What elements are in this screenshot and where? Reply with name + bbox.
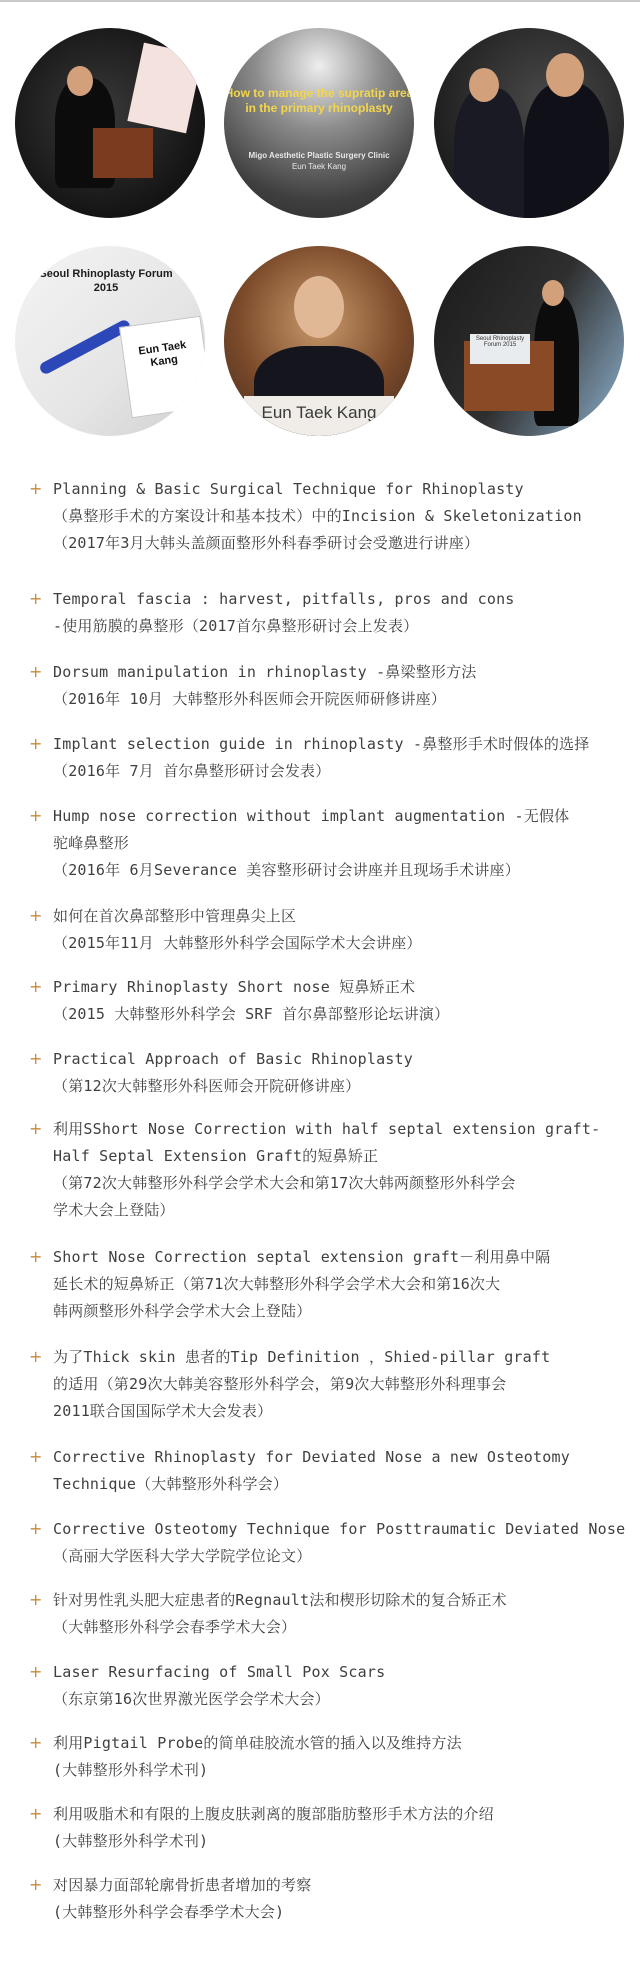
list-item-line: 的适用（第29次大韩美容整形外科学会，第9次大韩整形外科理事会: [53, 1375, 507, 1393]
plus-icon: +: [29, 1247, 43, 1266]
panelist-right-face: [546, 53, 584, 97]
plus-icon: +: [29, 1447, 43, 1466]
top-divider: [0, 0, 640, 2]
list-item-line: （东京第16次世界激光医学会学术大会）: [53, 1690, 330, 1708]
list-item: [0, 1874, 640, 1928]
plus-icon: +: [29, 1119, 43, 1138]
list-item: [0, 1246, 640, 1327]
list-item-line: (大韩整形外科学术刊): [53, 1832, 209, 1850]
list-item-line: Implant selection guide in rhinoplasty -鼻整形手术时假体的选择: [53, 735, 590, 753]
lanyard: [38, 318, 132, 376]
list-item-line: （2016年 10月 大韩整形外科医师会开院医师研修讲座）: [53, 690, 447, 708]
plus-icon: +: [29, 734, 43, 753]
photo-forum-stage: [434, 246, 624, 436]
list-item: [0, 733, 640, 787]
list-item-line: -使用筋膜的鼻整形（2017首尔鼻整形研讨会上发表）: [53, 617, 419, 635]
photo-forum-badge: [15, 246, 205, 436]
plus-icon: +: [29, 1049, 43, 1068]
plus-icon: +: [29, 1347, 43, 1366]
list-item-line: （大韩整形外科学会春季学术大会）: [53, 1618, 297, 1636]
list-item-line: Temporal fascia : harvest, pitfalls, pros and cons: [53, 590, 515, 608]
list-item-line: （2015 大韩整形外科学会 SRF 首尔鼻部整形论坛讲演）: [53, 1005, 450, 1023]
list-item-line: 如何在首次鼻部整形中管理鼻尖上区: [53, 907, 297, 925]
list-item-line: （2015年11月 大韩整形外科学会国际学术大会讲座）: [53, 934, 422, 952]
list-item: [0, 1446, 640, 1500]
list-item: [0, 1732, 640, 1786]
list-item-line: Technique（大韩整形外科学会）: [53, 1475, 289, 1493]
name-badge: [119, 316, 205, 419]
list-item: [0, 905, 640, 959]
list-item-line: Half Septal Extension Graft的短鼻矫正: [53, 1147, 379, 1165]
podium: [93, 128, 153, 178]
panelist-right: [524, 83, 609, 218]
list-item-line: Hump nose correction without implant augmentation -无假体: [53, 807, 570, 825]
list-item-line: 为了Thick skin 患者的Tip Definition ，Shied-pillar graft: [53, 1348, 551, 1366]
plus-icon: +: [29, 662, 43, 681]
list-item-line: (大韩整形外科学会春季学术大会): [53, 1903, 285, 1921]
stage-speaker-face: [542, 280, 564, 306]
list-item-line: （第12次大韩整形外科医师会开院研修讲座）: [53, 1077, 361, 1095]
list-item: [0, 1661, 640, 1715]
stage-banner-text: Seoul Rhinoplasty Forum 2015: [475, 336, 525, 348]
list-item-line: 韩两颜整形外科学会学术大会上登陆）: [53, 1302, 312, 1320]
photo-speaker-podium: [15, 28, 205, 218]
slide-clinic: [224, 150, 414, 172]
list-item-line: 学术大会上登陆）: [53, 1201, 175, 1219]
slide-title: How to manage the supratip area in the primary rhinoplasty: [224, 86, 414, 115]
list-item-line: 延长术的短鼻矫正（第71次大韩整形外科学会学术大会和第16次大: [53, 1275, 501, 1293]
photo-gallery: [0, 28, 640, 438]
list-item-line: （第72次大韩整形外科学会学术大会和第17次大韩两颜整形外科学会: [53, 1174, 516, 1192]
list-item: [0, 1589, 640, 1643]
slide-clinic-name: Migo Aesthetic Plastic Surgery Clinic: [248, 151, 390, 160]
slide-presenter: Eun Taek Kang: [291, 162, 347, 171]
list-item: [0, 1118, 640, 1226]
plus-icon: +: [29, 1804, 43, 1823]
list-item: [0, 478, 640, 559]
plus-icon: +: [29, 1733, 43, 1752]
list-item-line: （高丽大学医科大学大学院学位论文）: [53, 1547, 312, 1565]
list-item-line: （鼻整形手术的方案设计和基本技术）中的Incision & Skeletonization: [53, 507, 582, 525]
plus-icon: +: [29, 906, 43, 925]
list-item-line: Corrective Osteotomy Technique for Posttraumatic Deviated Nose: [53, 1520, 626, 1538]
photo-presentation-slide: [224, 28, 414, 218]
badge-name: Eun Taek Kang: [137, 339, 188, 370]
list-item: [0, 1803, 640, 1857]
forum-title: Seoul Rhinoplasty Forum: [39, 268, 173, 280]
plus-icon: +: [29, 1875, 43, 1894]
list-item-line: 2011联合国国际学术大会发表）: [53, 1402, 273, 1420]
list-item: [0, 588, 640, 642]
photo-speaker-portrait: [224, 246, 414, 436]
plus-icon: +: [29, 1590, 43, 1609]
plus-icon: +: [29, 1519, 43, 1538]
speaker-face: [67, 66, 93, 96]
anatomy-slide: [127, 43, 202, 134]
list-item-line: （2017年3月大韩头盖颜面整形外科春季研讨会受邀进行讲座）: [53, 534, 480, 552]
list-item-line: Practical Approach of Basic Rhinoplasty: [53, 1050, 413, 1068]
photo-panel-speakers: [434, 28, 624, 218]
nameplate: Eun Taek Kang: [244, 396, 394, 436]
list-item-line: 利用SShort Nose Correction with half septal extension graft-: [53, 1120, 601, 1138]
list-item-line: Laser Resurfacing of Small Pox Scars: [53, 1663, 386, 1681]
list-item-line: 利用吸脂术和有限的上腹皮肤剥离的腹部脂肪整形手术方法的介绍: [53, 1805, 494, 1823]
plus-icon: +: [29, 479, 43, 498]
list-item: [0, 1518, 640, 1572]
panelist-left-face: [469, 68, 499, 102]
list-item-line: 利用Pigtail Probe的简单硅胶流水管的插入以及维持方法: [53, 1734, 462, 1752]
list-item: [0, 1048, 640, 1102]
list-item-line: （2016年 7月 首尔鼻整形研讨会发表）: [53, 762, 331, 780]
forum-year: 2015: [93, 282, 119, 294]
list-item-line: 驼峰鼻整形: [53, 834, 130, 852]
plus-icon: +: [29, 589, 43, 608]
list-item: [0, 1346, 640, 1427]
plus-icon: +: [29, 1662, 43, 1681]
list-item-line: Planning & Basic Surgical Technique for Rhinoplasty: [53, 480, 524, 498]
plus-icon: +: [29, 806, 43, 825]
panelist-left: [454, 88, 524, 218]
list-item-line: Corrective Rhinoplasty for Deviated Nose a new Osteotomy: [53, 1448, 570, 1466]
list-item: [0, 805, 640, 886]
list-item-line: Dorsum manipulation in rhinoplasty -鼻梁整形方法: [53, 663, 477, 681]
list-item: [0, 661, 640, 715]
speaker-face: [294, 276, 344, 338]
list-item-line: 对因暴力面部轮廓骨折患者增加的考察: [53, 1876, 312, 1894]
list-item: [0, 976, 640, 1030]
list-item-line: 针对男性乳头肥大症患者的Regnault法和楔形切除术的复合矫正术: [53, 1591, 507, 1609]
plus-icon: +: [29, 977, 43, 996]
list-item-line: Primary Rhinoplasty Short nose 短鼻矫正术: [53, 978, 416, 996]
list-item-line: Short Nose Correction septal extension graft－利用鼻中隔: [53, 1248, 551, 1266]
list-item-line: (大韩整形外科学术刊): [53, 1761, 209, 1779]
list-item-line: （2016年 6月Severance 美容整形研讨会讲座并且现场手术讲座）: [53, 861, 520, 879]
